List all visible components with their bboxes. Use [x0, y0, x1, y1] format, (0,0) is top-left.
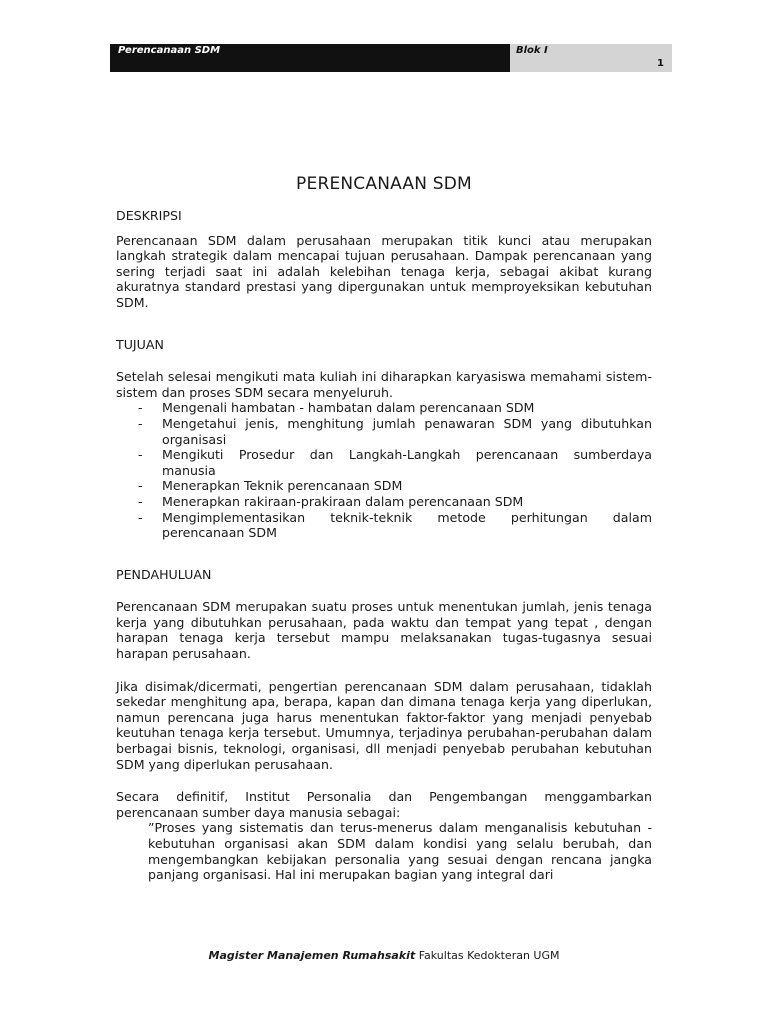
- header-blok-label: Blok I: [516, 45, 548, 56]
- section-heading-deskripsi: DESKRIPSI: [116, 208, 182, 223]
- pendahuluan-paragraph-3: Secara definitif, Institut Personalia dan Pengembangan menggambarkan perencanaan sumber daya manusia sebagai:: [116, 789, 652, 820]
- pendahuluan-paragraph-2: Jika disimak/dicermati, pengertian perencanaan SDM dalam perusahaan, tidaklah sekedar menghitung apa, berapa, kapan dan dimana tenaga kerja yang diperlukan, namun perencana juga harus menentukan faktor-faktor yang menjadi penyebab keutuhan tenaga kerja tersebut. Umumnya, terjadinya perubahan-perubahan dalam berbagai bisnis, teknologi, organisasi, dll menjadi penyebab perubahan kebutuhan SDM yang diperlukan perusahaan.: [116, 678, 652, 772]
- header-block-box: [510, 44, 672, 72]
- tujuan-intro: Setelah selesai mengikuti mata kuliah ini diharapkan karyasiswa memahami sistem-sistem dan proses SDM secara menyeluruh.: [116, 369, 652, 400]
- list-item: - Menerapkan rakiraan-prakiraan dalam perencanaan SDM: [138, 493, 524, 509]
- list-item: - Mengetahui jenis, menghitung jumlah penawaran SDM yang dibutuhkan organisasi: [138, 415, 652, 447]
- list-item: - Menerapkan Teknik perencanaan SDM: [138, 478, 403, 494]
- header-title: Perencanaan SDM: [118, 45, 221, 56]
- section-heading-pendahuluan: PENDAHULUAN: [116, 566, 212, 582]
- page-number: 1: [657, 58, 664, 69]
- list-item: - Mengenali hambatan - hambatan dalam perencanaan SDM: [138, 400, 535, 416]
- footer-program: Magister Manajemen Rumahsakit: [208, 949, 416, 962]
- section-heading-tujuan: TUJUAN: [116, 336, 164, 352]
- page-footer: [0, 949, 768, 962]
- header-bar: [110, 44, 510, 72]
- list-item: - Mengikuti Prosedur dan Langkah-Langkah perencanaan sumberdaya manusia: [138, 447, 652, 478]
- document-body: [116, 170, 652, 883]
- deskripsi-paragraph: Perencanaan SDM dalam perusahaan merupakan titik kunci atau merupakan langkah strategik dalam mencapai tujuan perusahaan. Dampak perencanaan yang sering terjadi saat ini adalah kelebihan tenaga kerja, sebagai akibat kurang akuratnya standard prestasi yang dipergunakan untuk memproyeksikan kebutuhan SDM.: [116, 232, 652, 310]
- document-title: PERENCANAAN SDM: [296, 174, 472, 194]
- footer-faculty: Fakultas Kedokteran UGM: [418, 949, 560, 962]
- tujuan-list: [116, 400, 652, 540]
- definition-quote: ”Proses yang sistematis dan terus-menerus dalam menganalisis kebutuhan -kebutuhan organisasi akan SDM dalam kondisi yang selalu berubah, dan mengembangkan kebijakan personalia yang sesuai dengan rencana jangka panjang organisasi. Hal ini merupakan bagian yang integral dari: [148, 820, 652, 883]
- list-item: - Mengimplementasikan teknik-teknik metode perhitungan dalam perencanaan SDM: [138, 509, 652, 541]
- pendahuluan-paragraph-1: Perencanaan SDM merupakan suatu proses untuk menentukan jumlah, jenis tenaga kerja yang dibutuhkan perusahaan, pada waktu dan tempat yang tepat , dengan harapan tenaga kerja tersebut mampu melaksanakan tugas-tugasnya sesuai harapan perusahaan.: [116, 599, 652, 662]
